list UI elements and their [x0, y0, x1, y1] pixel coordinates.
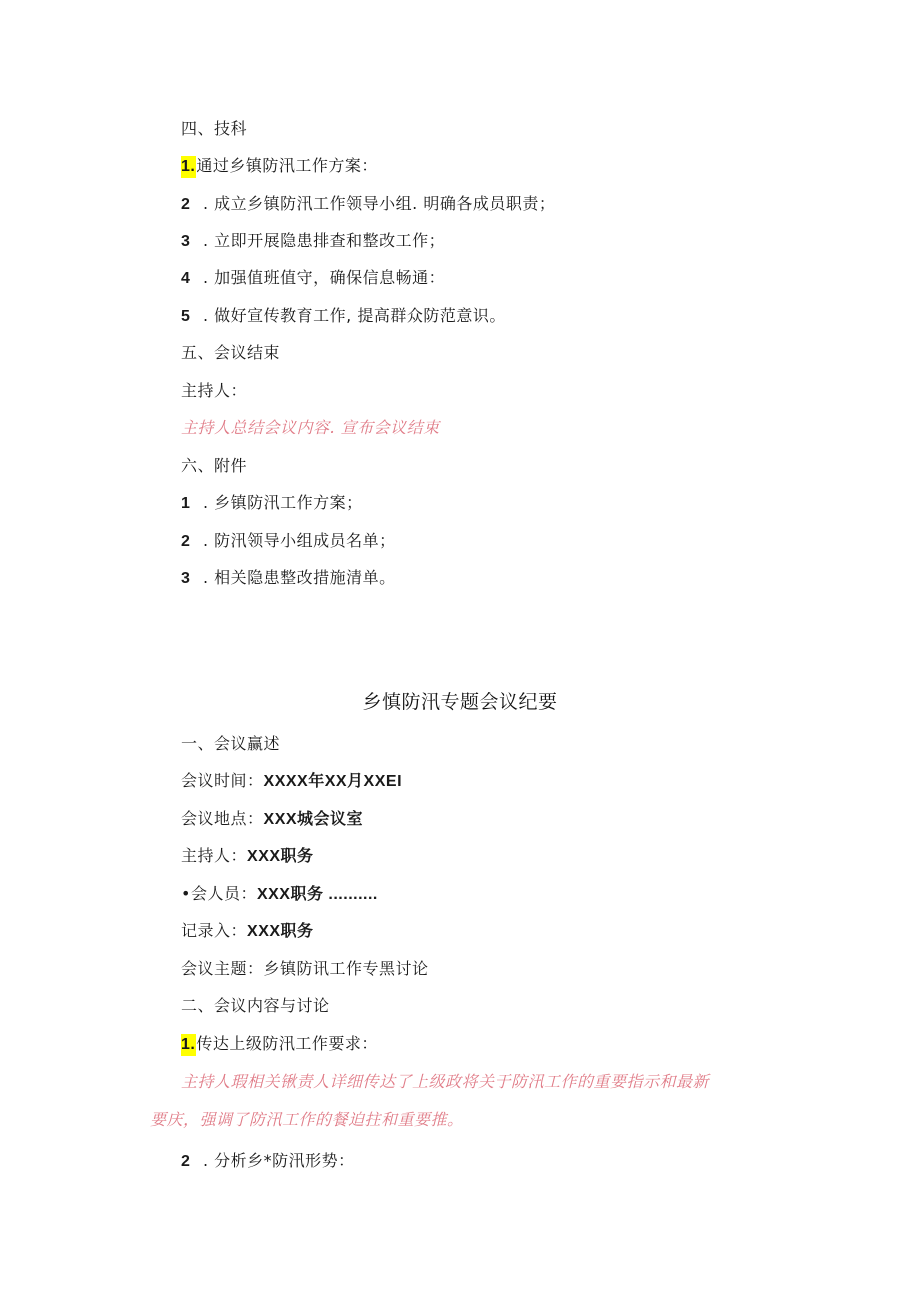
host-value: XXX职务 — [247, 848, 314, 865]
section-heading-2: 二、会议内容与讨论 — [181, 996, 330, 1015]
list-item — [181, 305, 506, 328]
list-number: 1 — [181, 495, 191, 512]
list-text: . 防汛领导小组成员名单； — [203, 531, 396, 550]
host-label: 主持人： — [181, 381, 248, 400]
topic-value: 乡镇防讯工作专黑讨论 — [263, 959, 429, 978]
host-label: 主持人： — [181, 846, 248, 865]
meeting-place-value: XXX城会议室 — [263, 811, 364, 828]
list-text: . 分析乡*防汛形势： — [203, 1151, 355, 1170]
document-title: 乡慎防汛专题会议纪要 — [362, 691, 558, 713]
list-item — [181, 193, 555, 216]
meeting-time-label: 会议时间： — [181, 771, 264, 790]
host-note: 主持人总结会议内容. 宣布会议结束 — [181, 418, 440, 437]
list-item — [181, 1150, 355, 1173]
meeting-place-label: 会议地点： — [181, 809, 264, 828]
list-number: 2 — [181, 196, 191, 213]
meeting-topic — [181, 958, 429, 980]
meeting-place — [181, 808, 363, 831]
list-number: 3 — [181, 570, 191, 587]
attendees-value: XXX职务 .......... — [256, 886, 378, 903]
list-item — [181, 1033, 378, 1056]
item1-note-line1: 主持人瑕相关锹责人详细传达了上级政将关于防汛工作的重要指示和最新 — [181, 1072, 710, 1091]
recorder-label: 记录入： — [181, 921, 248, 940]
attachment-item — [181, 530, 396, 553]
meeting-attendees — [181, 883, 378, 906]
meeting-host — [181, 845, 314, 868]
recorder-value: XXX职务 — [247, 923, 314, 940]
list-number: 1. — [181, 1034, 196, 1056]
section-heading-5: 五、会议结束 — [181, 343, 281, 362]
list-text: 通过乡镇防汛工作方案： — [196, 156, 378, 175]
list-text: . 加强值班值守，确保信息畅通： — [203, 268, 446, 287]
topic-label: 会议主题： — [181, 959, 264, 978]
meeting-recorder — [181, 920, 314, 943]
item1-note-line2: 要庆，强调了防汛工作的餐迫拄和重要推。 — [150, 1110, 464, 1129]
meeting-time-value: XXXX年XX月XXEI — [263, 773, 403, 790]
list-text: 传达上级防汛工作要求： — [196, 1034, 378, 1053]
section-heading-6: 六、附件 — [181, 456, 248, 475]
list-number: 4 — [181, 270, 191, 287]
list-number: 1. — [181, 156, 196, 178]
list-item — [181, 230, 445, 253]
list-number: 2 — [181, 1153, 191, 1170]
list-text: . 做好宣传教育工作, 提高群众防范意识。 — [203, 306, 506, 325]
attendees-label: •会人员： — [181, 884, 257, 903]
list-number: 2 — [181, 533, 191, 550]
list-text: . 相关隐患整改措施清单。 — [203, 568, 396, 587]
attachment-item — [181, 567, 396, 590]
list-text: . 成立乡镇防汛工作领导小组. 明确各成员职责； — [203, 194, 556, 213]
attachment-item — [181, 492, 363, 515]
list-number: 3 — [181, 233, 191, 250]
section-heading-1: 一、会议赢述 — [181, 734, 281, 753]
list-item — [181, 155, 378, 178]
meeting-time — [181, 770, 402, 793]
list-text: . 乡镇防汛工作方案； — [203, 493, 363, 512]
list-number: 5 — [181, 308, 191, 325]
list-item — [181, 267, 445, 290]
list-text: . 立即开展隐患排查和整改工作； — [203, 231, 446, 250]
section-heading-4: 四、技科 — [181, 119, 248, 138]
